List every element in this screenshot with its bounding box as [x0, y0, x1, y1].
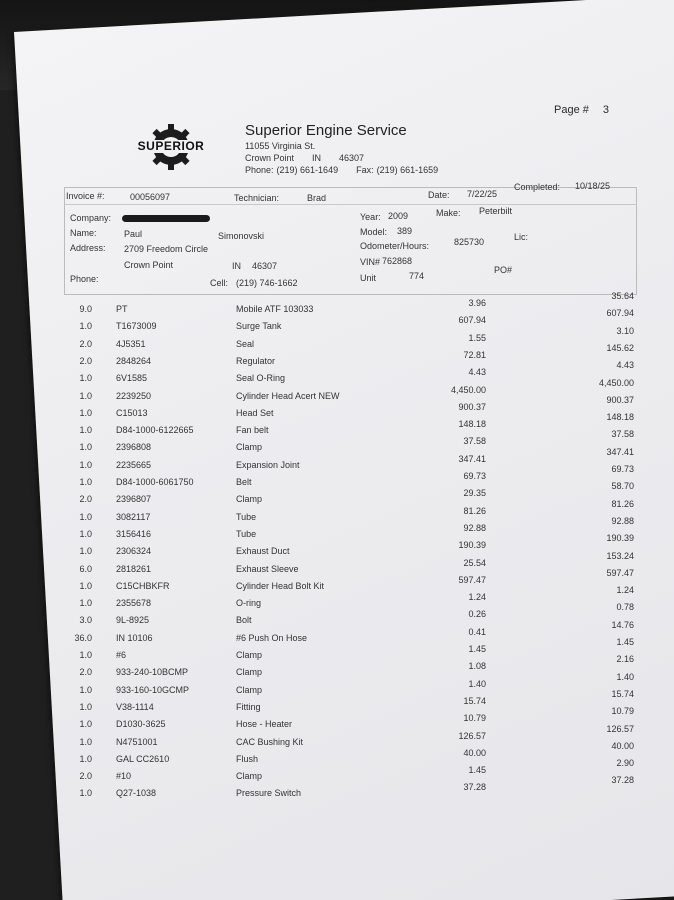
item-unit-price: 72.81 — [463, 349, 486, 360]
po-label: PO# — [494, 265, 513, 275]
page-number-value: 3 — [602, 103, 609, 116]
item-qty: 1.0 — [79, 753, 92, 764]
item-unit-price: 3.96 — [468, 298, 486, 308]
company-name: Superior Engine Service — [245, 122, 407, 139]
customer-cell: (219) 746-1662 — [236, 278, 298, 288]
item-part-number: 9L-8925 — [116, 615, 150, 626]
item-unit-price: 148.18 — [458, 419, 486, 430]
item-qty: 2.0 — [79, 338, 92, 349]
item-qty: 1.0 — [79, 598, 92, 609]
name-label: Name: — [70, 228, 97, 238]
company-street: 11055 Virginia St. — [245, 141, 316, 151]
item-description: Exhaust Duct — [236, 546, 290, 557]
item-unit-price: 126.57 — [458, 730, 486, 741]
item-total: 900.37 — [606, 394, 634, 405]
completed-label: Completed: — [514, 182, 561, 192]
item-unit-price: 10.79 — [463, 713, 486, 724]
item-qty: 2.0 — [79, 667, 92, 678]
date-label: Date: — [428, 190, 450, 200]
company-phone: (219) 661-1649 — [276, 165, 339, 175]
item-qty: 1.0 — [79, 373, 92, 384]
item-part-number: 2235665 — [116, 459, 152, 470]
item-unit-price: 1.45 — [468, 765, 486, 776]
item-qty: 1.0 — [79, 321, 92, 332]
item-description: Mobile ATF 103033 — [236, 304, 314, 314]
vehicle-year: 2009 — [388, 211, 409, 221]
item-unit-price: 597.47 — [458, 574, 486, 585]
odometer-label: Odometer/Hours: — [360, 240, 430, 251]
item-unit-price: 1.45 — [468, 644, 486, 654]
item-description: Belt — [236, 477, 252, 487]
item-part-number: IN 10106 — [116, 632, 153, 643]
item-unit-price: 607.94 — [458, 315, 486, 326]
year-label: Year: — [360, 212, 381, 222]
phone-label: Phone: — [245, 165, 274, 175]
item-total: 148.18 — [606, 412, 634, 423]
invoice-paper-content — [14, 32, 674, 900]
item-part-number: 3082117 — [116, 511, 151, 522]
item-description: Clamp — [236, 650, 263, 660]
item-part-number: C15013 — [116, 407, 148, 418]
item-part-number: 2355678 — [116, 598, 152, 609]
item-part-number: 3156416 — [116, 528, 152, 539]
item-description: CAC Bushing Kit — [236, 736, 304, 747]
cell-label: Cell: — [210, 278, 229, 288]
item-total: 4.43 — [616, 360, 634, 371]
item-description: Head Set — [236, 407, 274, 418]
item-part-number: #10 — [116, 771, 132, 782]
customer-zip: 46307 — [252, 261, 278, 271]
item-qty: 1.0 — [79, 736, 92, 747]
item-total: 153.24 — [606, 550, 634, 561]
company-contact-line — [245, 165, 456, 175]
item-description: Tube — [236, 511, 257, 522]
technician-name: Brad — [307, 192, 327, 203]
customer-last-name: Simonovski — [218, 231, 265, 241]
vehicle-make: Peterbilt — [479, 206, 513, 216]
item-total: 4,450.00 — [598, 377, 634, 388]
page-number-label: Page # — [554, 104, 589, 116]
item-part-number: 4J5351 — [116, 338, 146, 349]
item-total: 1.45 — [616, 637, 634, 647]
item-part-number: T1673009 — [116, 321, 157, 332]
item-unit-price: 1.24 — [468, 592, 486, 603]
item-part-number: 933-240-10BCMP — [115, 667, 189, 678]
item-total: 2.90 — [616, 758, 634, 769]
item-qty: 1.0 — [79, 580, 92, 591]
item-description: Clamp — [236, 771, 263, 782]
item-total: 69.73 — [611, 464, 634, 474]
item-unit-price: 40.00 — [463, 747, 486, 758]
item-qty: 1.0 — [79, 546, 92, 557]
item-unit-price: 1.40 — [468, 678, 486, 689]
item-description: Surge Tank — [236, 321, 282, 332]
item-total: 2.16 — [616, 654, 634, 665]
item-total: 81.26 — [611, 498, 634, 509]
item-part-number: D84-1000-6061750 — [116, 477, 194, 487]
item-description: #6 Push On Hose — [236, 632, 308, 643]
item-qty: 9.0 — [79, 304, 92, 314]
item-part-number: 2396807 — [116, 494, 152, 505]
invoice-number: 00056097 — [130, 192, 171, 202]
item-part-number: V38-1114 — [116, 701, 154, 712]
item-qty: 1.0 — [79, 477, 92, 487]
address-label: Address: — [70, 243, 106, 253]
item-qty: 1.0 — [79, 528, 92, 539]
vehicle-unit: 774 — [409, 271, 425, 281]
make-label: Make: — [436, 208, 461, 218]
item-qty: 3.0 — [79, 615, 92, 626]
item-qty: 1.0 — [79, 788, 92, 799]
item-total: 37.58 — [611, 429, 634, 440]
customer-phone-label: Phone: — [70, 274, 99, 284]
fax-label: Fax: — [356, 165, 374, 175]
item-qty: 2.0 — [79, 771, 92, 782]
item-total: 1.40 — [616, 671, 634, 682]
company-zip: 46307 — [339, 153, 365, 163]
item-unit-price: 190.39 — [458, 540, 486, 551]
unit-label: Unit — [360, 273, 377, 283]
company-city-line — [245, 153, 456, 163]
item-total: 145.62 — [606, 342, 634, 353]
item-part-number: PT — [116, 304, 128, 314]
item-description: Cylinder Head Bolt Kit — [236, 580, 325, 591]
logo-wordmark: SUPERIOR — [134, 140, 208, 153]
invoice-date: 7/22/25 — [467, 189, 498, 199]
item-unit-price: 29.35 — [463, 488, 486, 499]
item-description: Expansion Joint — [236, 459, 300, 470]
item-description: O-ring — [235, 598, 262, 609]
item-unit-price: 900.37 — [458, 401, 486, 412]
item-total: 607.94 — [606, 308, 634, 319]
item-total: 10.79 — [611, 706, 634, 717]
item-qty: 2.0 — [79, 494, 92, 505]
company-city: Crown Point — [245, 153, 295, 163]
model-label: Model: — [360, 227, 388, 237]
item-description: Clamp — [236, 684, 263, 695]
item-part-number: 2396808 — [116, 442, 152, 453]
item-description: Fan belt — [236, 425, 269, 436]
item-qty: 36.0 — [74, 632, 92, 643]
item-description: Tube — [236, 528, 257, 539]
item-unit-price: 92.88 — [463, 522, 486, 533]
page-number — [554, 104, 609, 116]
item-qty: 1.0 — [79, 511, 92, 522]
item-description: Pressure Switch — [236, 788, 302, 799]
company-header — [245, 122, 456, 175]
item-part-number: 933-160-10GCMP — [116, 684, 190, 695]
item-total: 37.28 — [611, 775, 635, 786]
item-part-number: C15CHBKFR — [116, 580, 170, 591]
item-part-number: 2306324 — [116, 546, 152, 557]
item-qty: 1.0 — [79, 650, 92, 660]
vehicle-model: 389 — [397, 226, 413, 236]
item-description: Bolt — [236, 615, 252, 626]
item-total: 126.57 — [606, 723, 634, 734]
item-unit-price: 4.43 — [468, 367, 486, 378]
item-description: Seal — [236, 338, 255, 349]
item-description: Clamp — [236, 442, 263, 453]
item-total: 14.76 — [611, 619, 634, 630]
item-unit-price: 4,450.00 — [450, 384, 486, 395]
item-qty: 1.0 — [79, 442, 92, 453]
item-part-number: N4751001 — [116, 736, 158, 747]
item-total: 1.24 — [616, 585, 634, 596]
company-label: Company: — [70, 213, 112, 223]
item-part-number: 2818261 — [116, 563, 152, 574]
item-qty: 1.0 — [79, 425, 92, 436]
item-total: 40.00 — [611, 740, 634, 751]
item-description: Exhaust Sleeve — [236, 563, 299, 574]
item-description: Clamp — [236, 667, 263, 678]
vin-label: VIN# — [360, 257, 381, 267]
item-qty: 1.0 — [79, 390, 92, 401]
item-unit-price: 15.74 — [463, 695, 486, 706]
invoice-label: Invoice #: — [66, 191, 105, 201]
customer-city: Crown Point — [124, 260, 174, 270]
item-part-number: 6V1585 — [116, 373, 148, 384]
item-description: Flush — [236, 753, 259, 764]
item-unit-price: 37.28 — [463, 782, 486, 793]
item-qty: 1.0 — [79, 407, 92, 418]
lic-label: Lic: — [514, 231, 529, 242]
item-part-number: 2848264 — [116, 355, 152, 366]
customer-state: IN — [232, 261, 241, 271]
item-unit-price: 1.55 — [468, 332, 486, 343]
item-unit-price: 37.58 — [463, 436, 486, 447]
item-part-number: GAL CC2610 — [116, 753, 170, 764]
item-unit-price: 1.08 — [468, 661, 486, 672]
item-part-number: Q27-1038 — [116, 788, 157, 799]
item-description: Clamp — [236, 494, 263, 505]
customer-address: 2709 Freedom Circle — [124, 244, 209, 254]
completed-date: 10/18/25 — [575, 181, 611, 191]
item-description: Hose - Heater — [236, 719, 293, 730]
item-total: 3.10 — [616, 325, 634, 336]
item-part-number: #6 — [116, 650, 127, 660]
redaction-mark — [122, 215, 210, 222]
item-part-number: D84-1000-6122665 — [116, 425, 194, 436]
vehicle-vin: 762868 — [382, 256, 413, 266]
item-description: Seal O-Ring — [236, 373, 286, 384]
item-total: 35.64 — [611, 291, 634, 301]
technician-label: Technician: — [234, 193, 280, 203]
item-total: 92.88 — [611, 515, 634, 526]
item-qty: 6.0 — [79, 563, 92, 574]
item-total: 347.41 — [606, 446, 634, 457]
item-description: Cylinder Head Acert NEW — [236, 390, 340, 401]
customer-first-name: Paul — [124, 229, 143, 239]
item-unit-price: 0.26 — [468, 609, 486, 620]
invoice-paper — [14, 0, 674, 900]
item-qty: 1.0 — [79, 719, 92, 730]
item-qty: 2.0 — [79, 355, 92, 366]
item-total: 597.47 — [606, 567, 634, 578]
item-total: 0.78 — [616, 602, 634, 613]
item-unit-price: 69.73 — [463, 471, 486, 481]
item-description: Fitting — [236, 701, 261, 712]
item-description: Regulator — [236, 355, 276, 366]
company-state: IN — [312, 152, 322, 163]
vehicle-odometer: 825730 — [454, 237, 485, 247]
company-logo — [134, 122, 208, 172]
item-total: 15.74 — [611, 688, 634, 699]
item-qty: 1.0 — [79, 684, 92, 695]
item-unit-price: 81.26 — [463, 505, 486, 516]
item-unit-price: 0.41 — [468, 626, 486, 637]
item-unit-price: 25.54 — [463, 557, 486, 568]
item-part-number: D1030-3625 — [116, 719, 166, 730]
item-qty: 1.0 — [79, 459, 92, 470]
item-unit-price: 347.41 — [458, 453, 486, 464]
item-part-number: 2239250 — [116, 390, 152, 401]
item-total: 190.39 — [606, 533, 634, 544]
item-qty: 1.0 — [79, 701, 92, 712]
item-total: 58.70 — [611, 481, 634, 492]
company-fax: (219) 661-1659 — [376, 165, 439, 175]
